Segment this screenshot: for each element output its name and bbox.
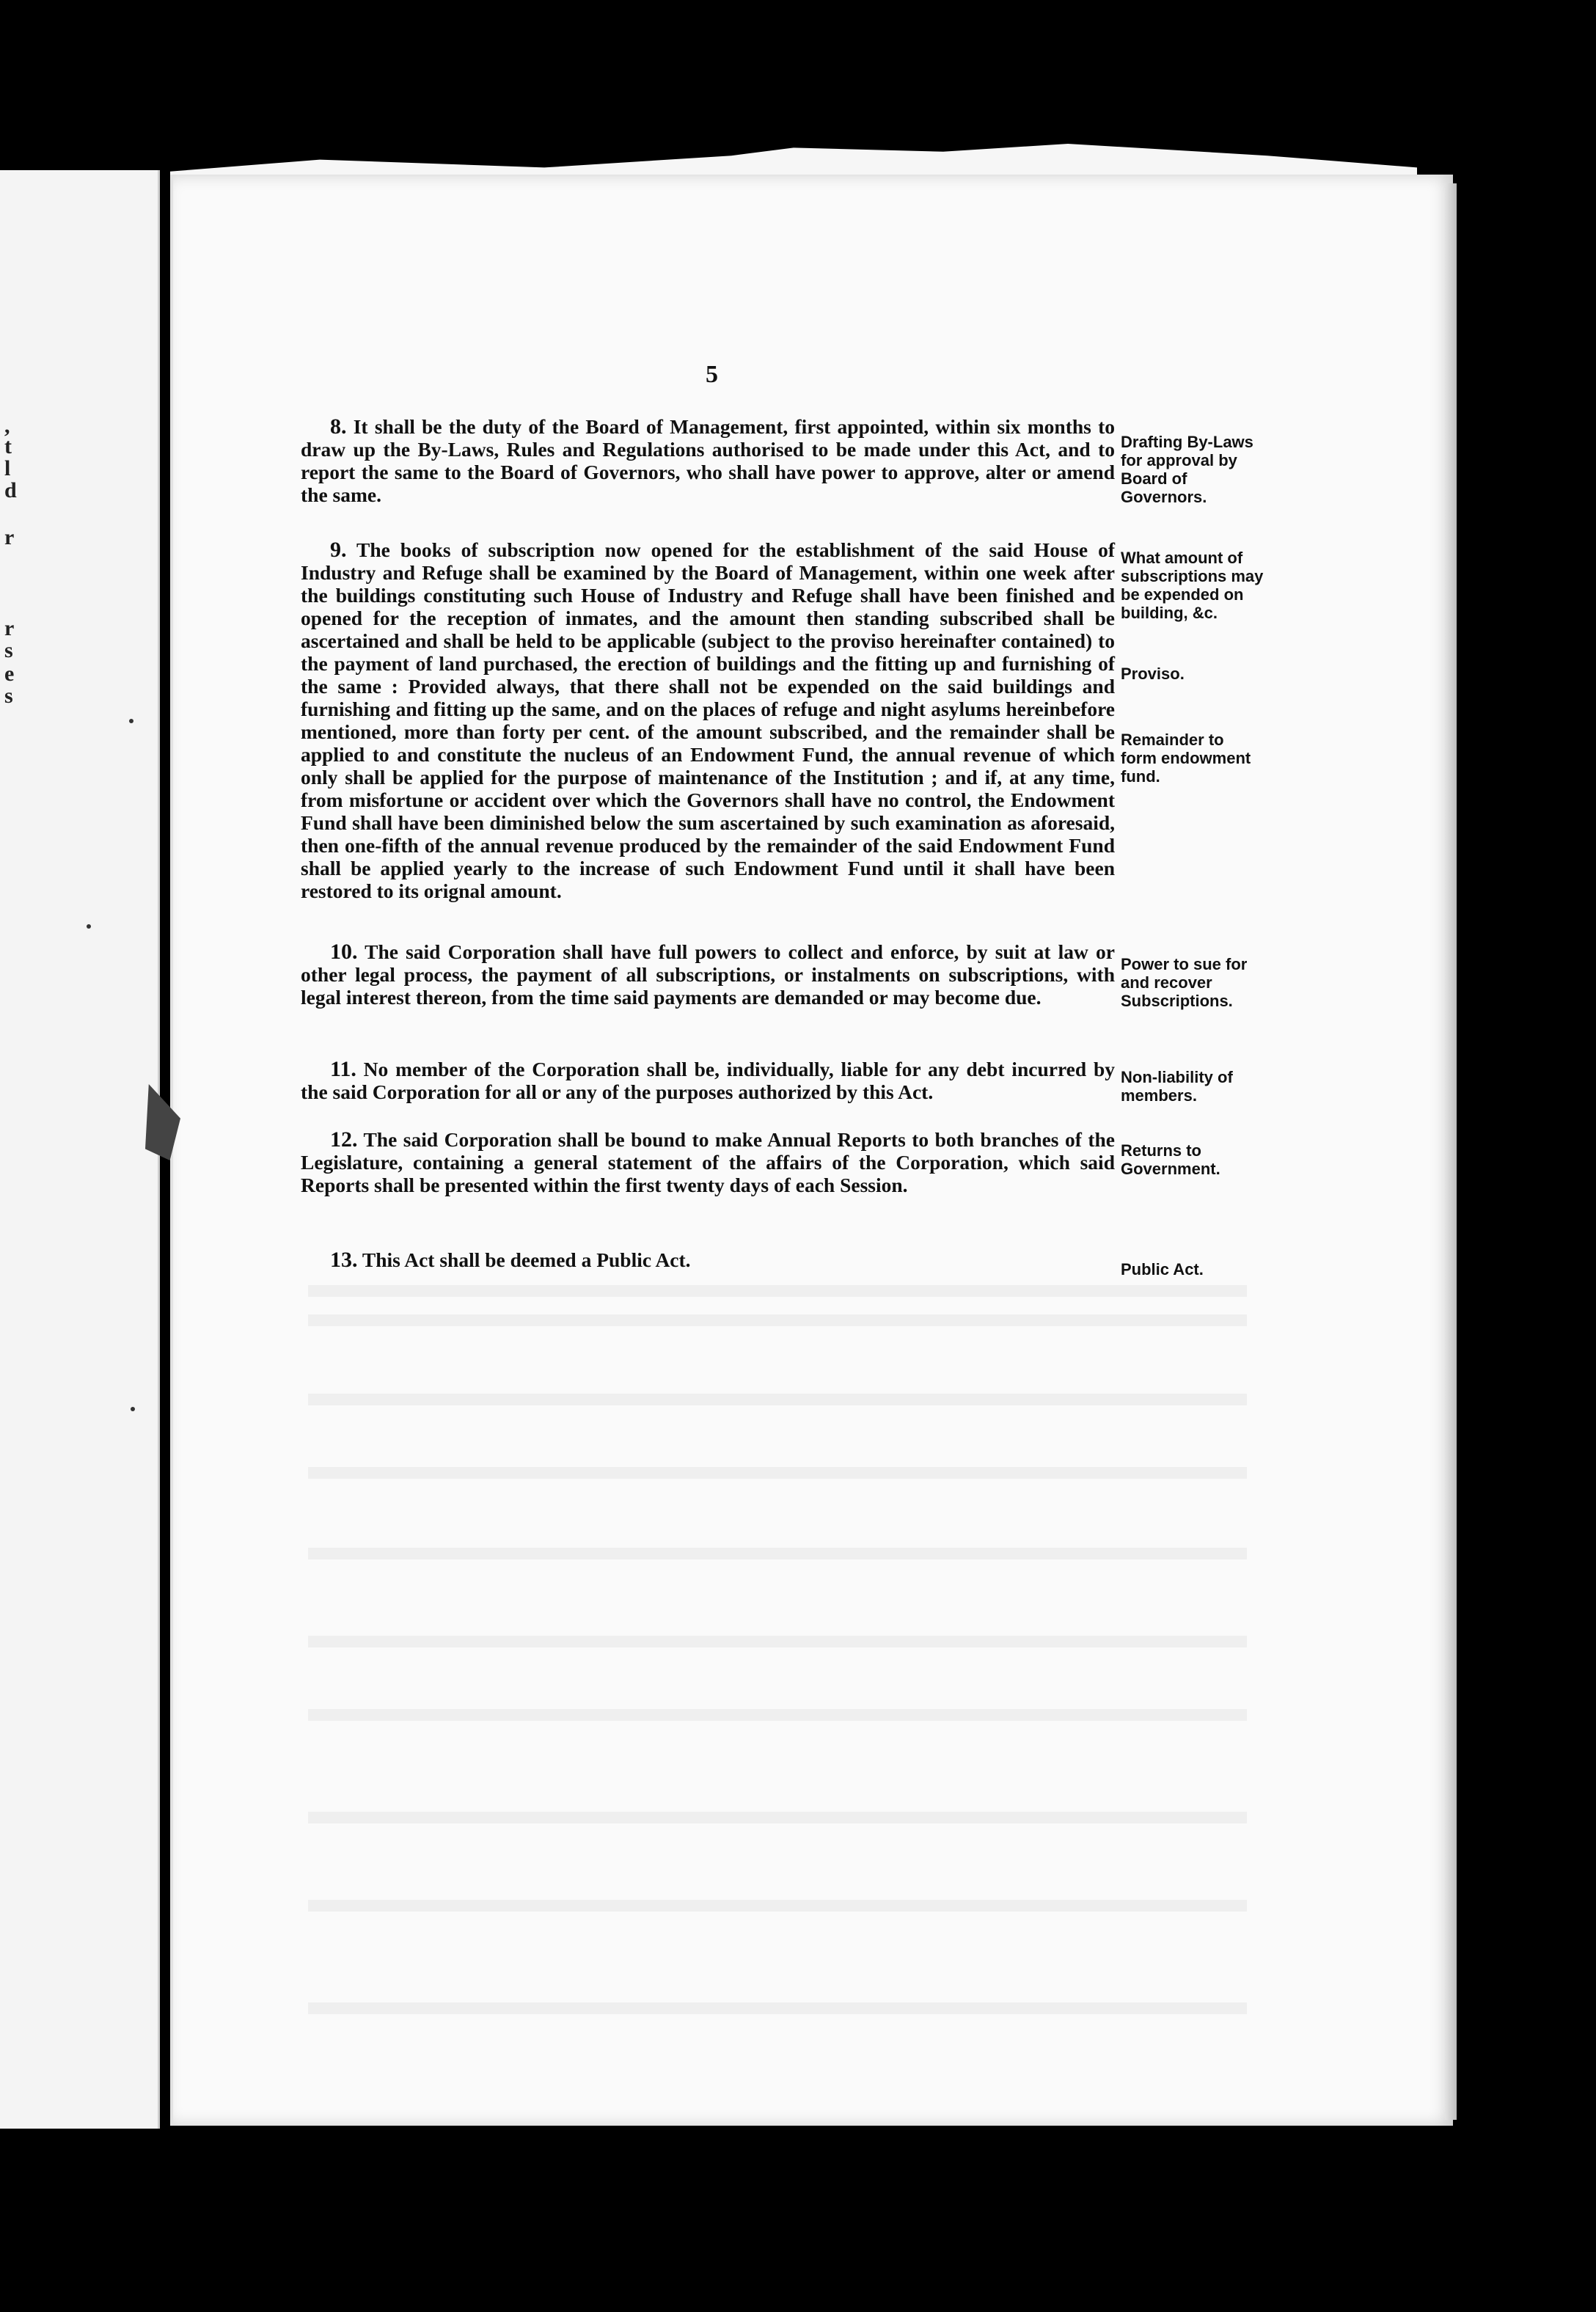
scan-speck (87, 924, 91, 929)
section-12 (301, 1128, 1115, 1196)
section-number: 8. (330, 414, 347, 439)
section-number: 9. (330, 538, 347, 562)
bleed-through-line (308, 2002, 1247, 2014)
section-13 (301, 1248, 1115, 1271)
section-text: The said Corporation shall have full powers to collect and enforce, by suit at law or other legal process, the payment of all subscriptions, or instalments on subscriptions, with legal interest thereon, from the time said payments are demanded or may become due. (301, 940, 1115, 1009)
left-facing-page (0, 170, 160, 2129)
left-edge-char: s (4, 638, 13, 662)
section-11 (301, 1058, 1115, 1103)
bleed-through-line (308, 1394, 1247, 1405)
margin-note-public-act: Public Act. (1121, 1260, 1204, 1278)
bleed-through-line (308, 1812, 1247, 1823)
margin-note-returns-government: Returns to Government. (1121, 1141, 1220, 1178)
section-number: 10. (330, 940, 358, 964)
margin-note-power-to-sue: Power to sue for and recover Subscriptions. (1121, 955, 1248, 1010)
bleed-through-line (308, 1285, 1247, 1297)
section-8 (301, 415, 1115, 506)
section-number: 12. (330, 1127, 358, 1152)
page-right-edge (1445, 183, 1457, 2120)
section-10 (301, 940, 1115, 1009)
margin-note-non-liability: Non-liability of members. (1121, 1068, 1233, 1105)
left-edge-char: d (4, 478, 17, 502)
scan-speck (129, 719, 133, 723)
left-edge-char: l (4, 456, 11, 480)
margin-note-remainder-endowment: Remainder to form endowment fund. (1121, 731, 1251, 786)
bleed-through-line (308, 1548, 1247, 1559)
section-9 (301, 538, 1115, 902)
section-text: The books of subscription now opened for the establishment of the said House of Industry and Refuge shall be examined by the Board of Management, within one week after the buildings constituting such House of Industry and Refuge shall have been finished and opened for the reception of inmates, and the amount then standing subscribed shall be ascertained and shall be held to be applicable (subject to the proviso hereinafter contained) to the payment of land purchased, the erection of buildings and the fitting up and furnishing of the same : Provided always, that there shall not be expended on the said buildings and furnishing and fitting up the same, and on the places of refuge and night asylums hereinbefore mentioned, more than forty per cent. of the amount subscribed, and the remainder shall be applied to and constitute the nucleus of an Endowment Fund, the annual revenue of which only shall be applied for the purpose of maintenance of the Institution ; and if, at any time, from misfortune or accident over which the Governors shall have no control, the Endowment Fund shall have been diminished below the sum ascertained by such examination as aforesaid, then one-fifth of the annual revenue produced by the remainder of the said Endowment Fund shall be applied yearly to the increase of such Endowment Fund until it shall have been restored to its orignal amount. (301, 538, 1115, 902)
page-number: 5 (706, 361, 718, 388)
bleed-through-line (308, 1467, 1247, 1479)
left-edge-char: s (4, 684, 13, 708)
margin-note-proviso: Proviso. (1121, 665, 1185, 683)
bleed-through-line (308, 1314, 1247, 1326)
left-edge-char: , (4, 414, 10, 438)
section-text: No member of the Corporation shall be, individually, liable for any debt incurred by the said Corporation for all or any of the purposes authorized by this Act. (301, 1058, 1115, 1103)
margin-note-subscriptions-amount: What amount of subscriptions may be expended on building, &c. (1121, 549, 1264, 622)
section-text: The said Corporation shall be bound to make Annual Reports to both branches of the Legislature, containing a general statement of the affairs of the Corporation, which said Reports shall be presented within the first twenty days of each Session. (301, 1128, 1115, 1196)
section-text: This Act shall be deemed a Public Act. (362, 1248, 691, 1271)
bleed-through-line (308, 1636, 1247, 1647)
section-number: 13. (330, 1248, 358, 1272)
left-edge-char: e (4, 662, 15, 686)
section-number: 11. (330, 1057, 356, 1081)
left-edge-char: t (4, 434, 12, 458)
bleed-through-line (308, 1709, 1247, 1721)
section-text: It shall be the duty of the Board of Management, first appointed, within six months to draw up the By-Laws, Rules and Regulations authorised to be made under this Act, and to report the same to the Board of Governors, who shall have power to approve, alter or amend the same. (301, 415, 1116, 506)
bleed-through-line (308, 1900, 1247, 1912)
left-edge-char: r (4, 525, 15, 549)
margin-note-drafting-by-laws: Drafting By-Laws for approval by Board of Governors. (1121, 433, 1253, 506)
scan-speck (131, 1407, 135, 1411)
left-edge-char: r (4, 616, 15, 640)
